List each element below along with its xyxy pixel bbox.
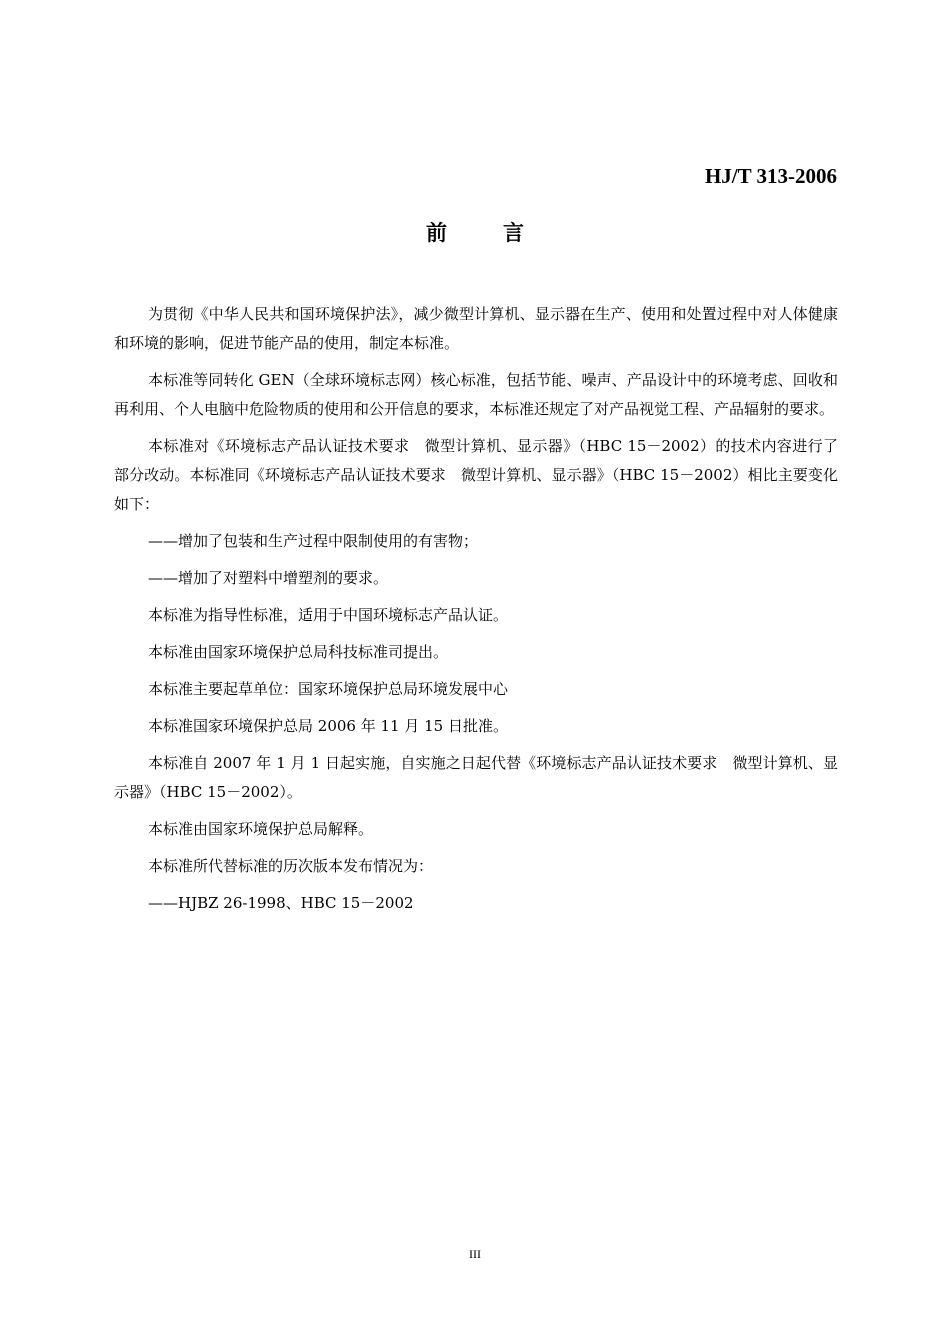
title-char-1: 前 (426, 220, 447, 245)
paragraph-purpose: 为贯彻《中华人民共和国环境保护法》，减少微型计算机、显示器在生产、使用和处置过程中对人体健康和环境的影响，促进节能产品的使用，制定本标准。 (114, 305, 838, 352)
paragraph-effective-date: 本标准自 2007 年 1 月 1 日起实施，自实施之日起代替《环境标志产品认证技术要求 微型计算机、显示器》（HBC 15－2002）。 (114, 754, 838, 801)
paragraph-approval: 本标准国家环境保护总局 2006 年 11 月 15 日批准。 (148, 717, 508, 735)
list-item-history: ——HJBZ 26-1998、HBC 15－2002 (148, 894, 414, 912)
list-item-change-1: ——增加了包装和生产过程中限制使用的有害物； (148, 532, 479, 550)
paragraph-drafter: 本标准主要起草单位：国家环境保护总局环境发展中心 (148, 680, 509, 698)
paragraph-changes-intro: 本标准对《环境标志产品认证技术要求 微型计算机、显示器》（HBC 15－2002）的技术内容进行了部分改动。本标准同《环境标志产品认证技术要求 微型计算机、显示器》（HBC 15－2002）相比主要变化如下： (114, 437, 838, 513)
paragraph-proposer: 本标准由国家环境保护总局科技标准司提出。 (148, 643, 449, 661)
page-title (0, 218, 950, 248)
paragraph-guidance: 本标准为指导性标准，适用于中国环境标志产品认证。 (148, 606, 509, 624)
title-char-2: 言 (503, 220, 524, 245)
list-item-change-2: ——增加了对塑料中增塑剂的要求。 (148, 569, 389, 587)
standard-code: HJ/T 313-2006 (704, 164, 837, 188)
paragraph-history-intro: 本标准所代替标准的历次版本发布情况为： (148, 857, 434, 875)
page-number: III (469, 1247, 481, 1261)
paragraph-interpretation: 本标准由国家环境保护总局解释。 (148, 820, 374, 838)
paragraph-gen-conversion: 本标准等同转化 GEN（全球环境标志网）核心标准，包括节能、噪声、产品设计中的环境考虑、回收和再利用、个人电脑中危险物质的使用和公开信息的要求，本标准还规定了对产品视觉工程、产品辐射的要求。 (114, 371, 838, 418)
foreword-body (114, 300, 838, 926)
